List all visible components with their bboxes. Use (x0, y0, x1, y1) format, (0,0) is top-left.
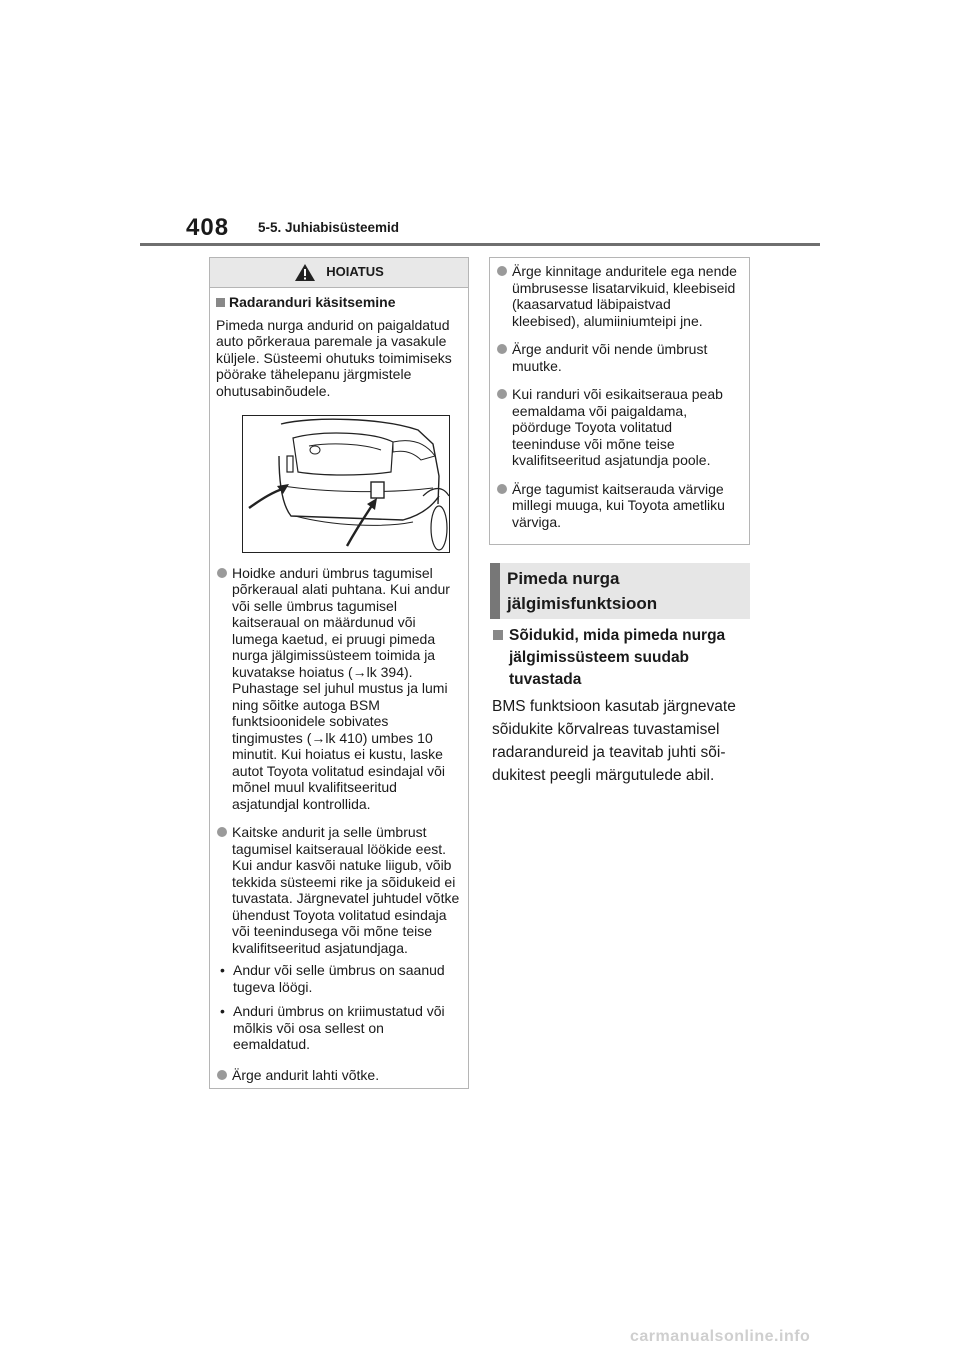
warning-heading (216, 294, 460, 311)
square-bullet-icon (216, 298, 225, 307)
body-line: sõidukite kõrvalreas tuvastamisel (492, 721, 720, 738)
warning-triangle-icon (294, 263, 316, 282)
caution-item: Ärge kinnitage anduritele ega nende ümbrusesse lisatarvikuid, kleebiseid (kaasarvatud läbipaistvad kleebised), alumiiniumteipi jne. (496, 263, 741, 329)
body-line: dukitest peegli märgutulede abil. (492, 767, 715, 784)
caution-item: Kui randuri või esikaitseraua peab eemaldama või paigaldama, pöörduge Toyota volitatud teeninduse või mõne teise kvalifitseeritud asjatundja poole. (496, 386, 741, 469)
body-paragraph (492, 695, 757, 787)
square-bullet-icon (493, 630, 503, 640)
watermark: carmanualsonline.info (630, 1328, 811, 1345)
warning-bullet-3: Ärge andurit lahti võtke. (216, 1067, 460, 1084)
subheading (493, 625, 753, 691)
warning-header (210, 258, 468, 288)
warning-subitem-2: • Anduri ümbrus on kriimustatud või mõlkis või osa sellest on eemaldatud. (216, 1003, 460, 1053)
warning-bullet-2: Kaitske andurit ja selle ümbrust tagumisel kaitseraual löökide eest. Kui andur kasvõi natuke liigub, võib tekkida süsteemi rike ja sõidukeid ei tuvastata. Järgnevatel juhtudel võtke ühendust Toyota volitatud esindaja või teenindusega või mõne teise kvalifitseeritud asjatundjaga. (216, 824, 460, 956)
body-line: BMS funktsioon kasutab järgnevate (492, 698, 736, 715)
section-heading (490, 563, 750, 619)
page-number: 408 (186, 214, 230, 241)
section-heading-line: jälgimisfunktsioon (507, 594, 658, 613)
caution-box (489, 257, 750, 545)
warning-bullet-1: Hoidke anduri ümbrus tagumisel põrkeraual alati puhtana. Kui andur või selle ümbrus tagumisel kaitseraual on määrdunud või lumega kaetud, ei pruugi pimeda nurga jälgimissüsteem toimida ja kuvatakse hoiatus (→lk 394). Puhastage sel juhul mustus ja lumi ning sõitke autoga BSM funktsioonidele sobivates tingimustes (→lk 410) umbes 10 minutit. Kui hoiatus ei kustu, laske autot Toyota volitatud esindajal või mõnel muul kvalifitseeritud asjatundjal kontrollida. (216, 565, 460, 813)
subheading-line: Sõidukid, mida pimeda nurga (509, 627, 726, 644)
section-heading-line: Pimeda nurga (507, 569, 620, 588)
warning-title: HOIATUS (326, 264, 384, 280)
caution-item: Ärge andurit või nende ümbrust muutke. (496, 341, 741, 374)
subheading-line: jälgimissüsteem suudab (509, 649, 690, 666)
warning-subitem-1: • Andur või selle ümbrus on saanud tugeva löögi. (216, 962, 460, 995)
caution-item: Ärge tagumist kaitserauda värvige millegi muuga, kui Toyota ametliku värviga. (496, 481, 741, 531)
warning-box (209, 257, 469, 1089)
header-rule (140, 243, 820, 246)
subheading-line: tuvastada (509, 671, 582, 688)
body-line: radarandureid ja teavitab juhti sõi- (492, 744, 726, 761)
warning-heading-text: Radaranduri käsitsemine (229, 294, 396, 310)
bumper-illustration (242, 415, 450, 553)
warning-intro: Pimeda nurga andurid on paigaldatud auto põrkeraua paremale ja vasakule küljele. Süsteemi ohutuks toimimiseks pöörake tähelepanu järgmistele ohutusabinõudele. (216, 316, 452, 399)
section-title: 5-5. Juhiabisüsteemid (258, 220, 400, 235)
